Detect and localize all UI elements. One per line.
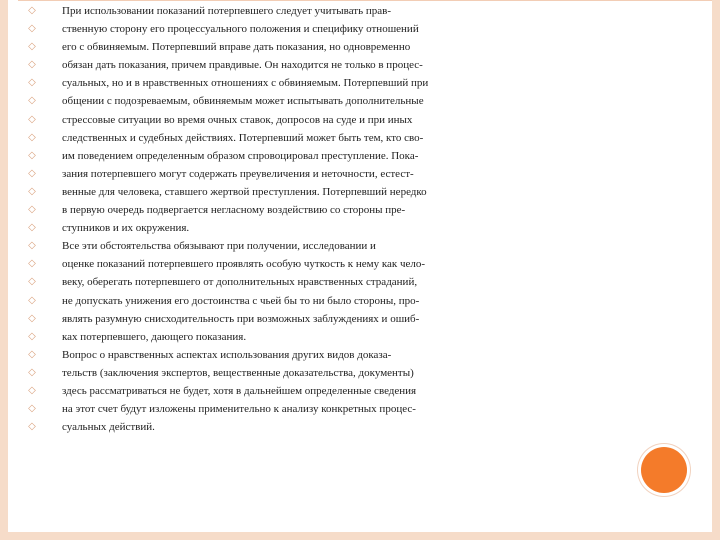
- list-item: [20, 92, 580, 110]
- list-item-text: его с обвиняемым. Потерпевший вправе дать показания, но одновременно: [62, 41, 411, 54]
- list-item: [20, 310, 580, 328]
- diamond-bullet-icon: ◇: [28, 222, 36, 234]
- list-item: [20, 20, 580, 38]
- diamond-bullet-icon: ◇: [28, 185, 36, 197]
- list-item: [20, 364, 580, 382]
- diamond-bullet-icon: ◇: [28, 5, 36, 16]
- list-item-text: При использовании показаний потерпевшего следует учитывать прав-: [62, 5, 392, 17]
- diamond-bullet-icon: ◇: [28, 204, 36, 216]
- diamond-bullet-icon: ◇: [28, 149, 36, 161]
- list-item-text: на этот счет будут изложены применительно к анализу конкретных процес-: [62, 403, 416, 416]
- list-item-text: тельств (заключения экспертов, вещественные доказательства, документы): [62, 366, 414, 379]
- list-item: [20, 292, 580, 310]
- accent-circle: [641, 447, 687, 493]
- diamond-bullet-icon: ◇: [28, 366, 36, 378]
- diamond-bullet-icon: ◇: [28, 23, 36, 35]
- diamond-bullet-icon: ◇: [28, 330, 36, 342]
- list-item-text: следственных и судебных действиях. Потерпевший может быть тем, кто сво-: [62, 131, 424, 144]
- diamond-bullet-icon: ◇: [28, 240, 36, 252]
- list-item: [20, 111, 580, 129]
- list-item-text: суальных, но и в нравственных отношениях с обвиняемым. Потерпевший при: [62, 77, 429, 90]
- list-item-text: общении с подозреваемым, обвиняемым может испытывать дополнительные: [62, 95, 424, 108]
- list-item: [20, 328, 580, 346]
- list-item: [20, 56, 580, 74]
- diamond-bullet-icon: ◇: [28, 113, 36, 125]
- diamond-bullet-icon: ◇: [28, 131, 36, 143]
- list-item: [20, 400, 580, 418]
- diamond-bullet-icon: ◇: [28, 276, 36, 288]
- list-item-text: в первую очередь подвергается негласному воздействию со стороны пре-: [62, 204, 406, 217]
- list-item: [20, 74, 580, 92]
- list-item-text: ственную сторону его процессуального положения и специфику отношений: [62, 23, 419, 36]
- list-item-text: обязан дать показания, причем правдивые. Он находится не только в процес-: [62, 59, 423, 72]
- list-item-text: стрессовые ситуации во время очных ставок, допросов на суде и при иных: [62, 113, 413, 126]
- diamond-bullet-icon: ◇: [28, 403, 36, 415]
- list-item: [20, 346, 580, 364]
- diamond-bullet-icon: ◇: [28, 95, 36, 107]
- list-item: [20, 255, 580, 273]
- list-item: [20, 237, 580, 255]
- list-item: [20, 165, 580, 183]
- list-item: [20, 2, 580, 20]
- diamond-bullet-icon: ◇: [28, 348, 36, 360]
- list-item-text: им поведением определенным образом спровоцировал преступление. Пока-: [62, 149, 419, 162]
- list-item-text: оценке показаний потерпевшего проявлять особую чуткость к нему как чело-: [62, 258, 426, 271]
- diamond-bullet-icon: ◇: [28, 312, 36, 324]
- list-item-text: зания потерпевшего могут содержать преувеличения и неточности, естест-: [62, 167, 414, 180]
- list-item: [20, 418, 580, 436]
- list-item: [20, 201, 580, 219]
- diamond-bullet-icon: ◇: [28, 41, 36, 53]
- list-item: [20, 382, 580, 400]
- list-item: [20, 273, 580, 291]
- diamond-bullet-icon: ◇: [28, 167, 36, 179]
- list-item-text: Все эти обстоятельства обязывают при получении, исследовании и: [62, 240, 376, 253]
- list-item-text: веку, оберегать потерпевшего от дополнительных нравственных страданий,: [62, 276, 418, 289]
- diamond-bullet-icon: ◇: [28, 294, 36, 306]
- top-rule: [18, 0, 712, 1]
- list-item-text: ках потерпевшего, дающего показания.: [62, 330, 247, 343]
- diamond-bullet-icon: ◇: [28, 258, 36, 270]
- list-item-text: ступников и их окружения.: [62, 222, 190, 235]
- list-item: [20, 129, 580, 147]
- list-item: [20, 183, 580, 201]
- diamond-bullet-icon: ◇: [28, 77, 36, 89]
- diamond-bullet-icon: ◇: [28, 421, 36, 433]
- list-item-text: венные для человека, ставшего жертвой преступления. Потерпевший нередко: [62, 185, 427, 198]
- diamond-bullet-icon: ◇: [28, 384, 36, 396]
- list-item-text: суальных действий.: [62, 421, 155, 434]
- bullet-list: [20, 2, 580, 436]
- list-item-text: здесь рассматриваться не будет, хотя в дальнейшем определенные сведения: [62, 384, 417, 397]
- diamond-bullet-icon: ◇: [28, 59, 36, 71]
- list-item: [20, 219, 580, 237]
- list-item: [20, 38, 580, 56]
- list-item-text: Вопрос о нравственных аспектах использования других видов доказа-: [62, 348, 392, 361]
- list-item: [20, 147, 580, 165]
- list-item-text: являть разумную снисходительность при возможных заблуждениях и ошиб-: [62, 312, 420, 325]
- list-item-text: не допускать унижения его достоинства с чьей бы то ни было стороны, про-: [62, 294, 420, 307]
